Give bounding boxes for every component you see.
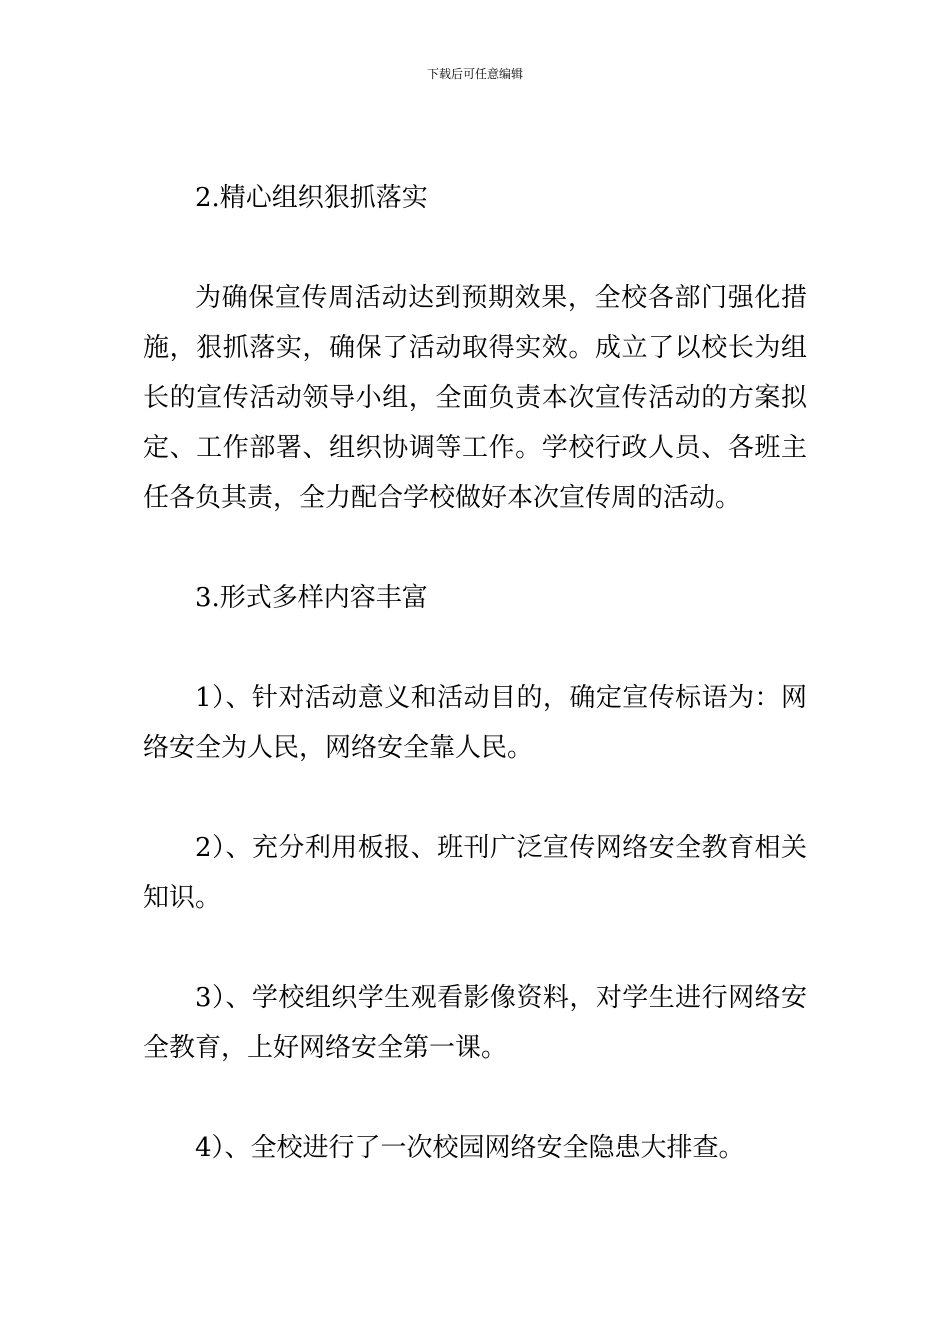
section-heading-3: 3.形式多样内容丰富: [195, 583, 428, 613]
body-paragraph: 为确保宣传周活动达到预期效果，全校各部门强化措施，狠抓落实，确保了活动取得实效。成立了以校长为组长的宣传活动领导小组，全面负责本次宣传活动的方案拟定、工作部署、组织协调等工作。学校行政人员、各班主任各负其责，全力配合学校做好本次宣传周的活动。: [143, 283, 807, 513]
list-item-1: 1）、针对活动意义和活动目的，确定宣传标语为：网络安全为人民，网络安全靠人民。: [143, 683, 807, 763]
page-header-note: 下载后可任意编辑: [426, 67, 523, 81]
list-item-2: 2）、充分利用板报、班刊广泛宣传网络安全教育相关知识。: [143, 833, 807, 913]
section-heading-2: 2.精心组织狠抓落实: [195, 183, 428, 213]
list-item-3: 3）、学校组织学生观看影像资料，对学生进行网络安全教育，上好网络安全第一课。: [143, 983, 807, 1063]
list-item-4: 4）、全校进行了一次校园网络安全隐患大排查。: [195, 1133, 745, 1163]
